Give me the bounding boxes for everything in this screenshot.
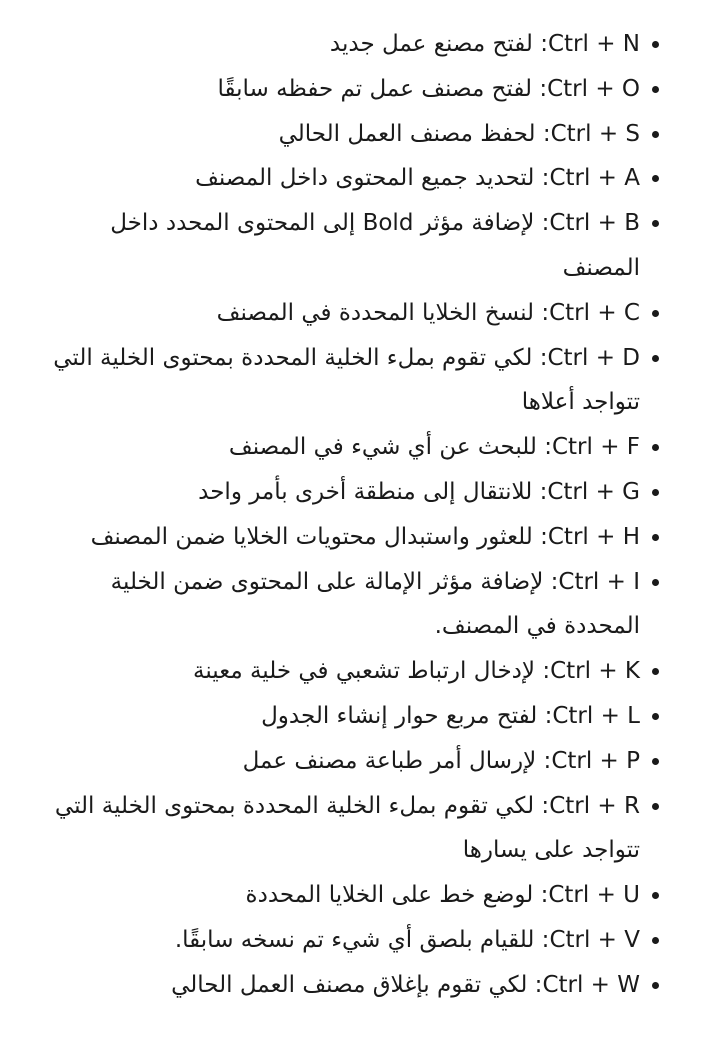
list-item xyxy=(48,649,640,694)
shortcut-key: Ctrl + C xyxy=(549,299,640,326)
list-item xyxy=(48,201,640,291)
shortcut-description: : لحفظ مصنف العمل الحالي xyxy=(278,120,551,147)
shortcut-description: : لفتح مصنف عمل تم حفظه سابقًا xyxy=(217,75,548,102)
shortcut-key: Ctrl + R xyxy=(549,792,640,819)
shortcut-description: : لإضافة مؤثر الإمالة على المحتوى ضمن الخلية المحددة في المصنف. xyxy=(110,568,640,640)
list-item xyxy=(48,67,640,112)
shortcut-description: : لإضافة مؤثر Bold إلى المحتوى المحدد داخل المصنف xyxy=(110,210,640,281)
list-item xyxy=(48,291,640,336)
list-item xyxy=(48,470,640,515)
list-item xyxy=(48,112,640,157)
shortcut-key: Ctrl + A xyxy=(549,165,640,192)
shortcut-key: Ctrl + I xyxy=(558,568,640,595)
list-item xyxy=(48,963,640,1008)
shortcut-description: : للعثور واستبدال محتويات الخلايا ضمن المصنف xyxy=(90,523,548,550)
shortcut-key: Ctrl + B xyxy=(549,210,640,237)
shortcut-description: : لكي تقوم بملء الخلية المحددة بمحتوى الخلية التي تتواجد أعلاها xyxy=(53,344,640,416)
shortcut-description: : لتحديد جميع المحتوى داخل المصنف xyxy=(195,165,550,192)
shortcut-key: Ctrl + V xyxy=(549,926,640,953)
shortcut-description: : للانتقال إلى منطقة أخرى بأمر واحد xyxy=(198,478,548,505)
shortcut-description: : لكي تقوم بإغلاق مصنف العمل الحالي xyxy=(171,971,543,998)
list-item xyxy=(48,918,640,963)
list-item xyxy=(48,873,640,918)
list-item xyxy=(48,156,640,201)
shortcut-key: Ctrl + S xyxy=(550,120,640,147)
shortcut-description: : لكي تقوم بملء الخلية المحددة بمحتوى الخلية التي تتواجد على يسارها xyxy=(54,792,640,864)
shortcut-key: Ctrl + L xyxy=(552,702,640,729)
shortcut-description: : لفتح مربع حوار إنشاء الجدول xyxy=(261,702,553,729)
shortcut-description: : لإرسال أمر طباعة مصنف عمل xyxy=(242,747,552,774)
shortcut-key: Ctrl + N xyxy=(547,31,640,57)
shortcut-key: Ctrl + O xyxy=(547,75,640,102)
shortcut-description: : لنسخ الخلايا المحددة في المصنف xyxy=(216,299,550,326)
shortcut-key: Ctrl + G xyxy=(547,478,640,505)
list-item xyxy=(48,336,640,426)
list-item xyxy=(48,739,640,784)
shortcut-description: : لإدخال ارتباط تشعبي في خلية معينة xyxy=(193,658,551,685)
list-item xyxy=(48,694,640,739)
list-item xyxy=(48,784,640,874)
list-item xyxy=(48,515,640,560)
shortcut-key: Ctrl + H xyxy=(547,523,640,550)
list-item xyxy=(48,560,640,650)
shortcut-key: Ctrl + K xyxy=(550,658,640,685)
shortcut-description: : لوضع خط على الخلايا المحددة xyxy=(245,882,549,909)
shortcut-description: : للبحث عن أي شيء في المصنف xyxy=(228,434,552,461)
shortcut-key: Ctrl + U xyxy=(548,882,640,909)
shortcut-description: : لفتح مصنع عمل جديد xyxy=(329,31,548,57)
list-item xyxy=(48,425,640,470)
shortcut-key: Ctrl + F xyxy=(551,434,640,461)
shortcut-key: Ctrl + W xyxy=(542,971,640,998)
shortcut-key: Ctrl + P xyxy=(551,747,640,774)
shortcut-key: Ctrl + D xyxy=(547,344,640,371)
list-item xyxy=(48,22,640,67)
shortcut-description: : للقيام بلصق أي شيء تم نسخه سابقًا. xyxy=(174,926,550,953)
